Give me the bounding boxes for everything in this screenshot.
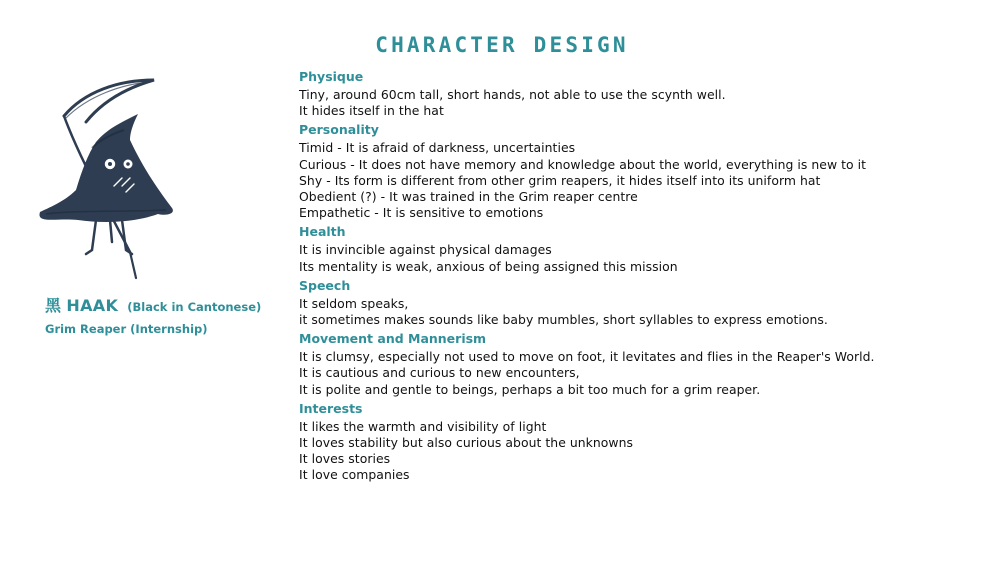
section-line: It love companies bbox=[299, 467, 410, 483]
character-illustration bbox=[26, 74, 194, 284]
section-line: It is clumsy, especially not used to move on foot, it levitates and flies in the Reaper's World. bbox=[299, 349, 875, 365]
character-role: Grim Reaper (Internship) bbox=[45, 322, 208, 336]
section-physique bbox=[299, 69, 989, 119]
section-line: It is cautious and curious to new encounters, bbox=[299, 365, 580, 381]
section-line: Tiny, around 60cm tall, short hands, not able to use the scynth well. bbox=[299, 87, 726, 102]
section-line: Its mentality is weak, anxious of being assigned this mission bbox=[299, 258, 678, 274]
section-line: Shy - Its form is different from other grim reapers, it hides itself into its uniform hat bbox=[299, 172, 821, 188]
section-line: It is invincible against physical damages bbox=[299, 242, 552, 258]
character-name-glyph: 黑 bbox=[45, 296, 62, 315]
section-heading: Interests bbox=[299, 400, 363, 416]
section-movement bbox=[299, 331, 989, 398]
character-name bbox=[45, 293, 261, 316]
hat-body bbox=[39, 114, 172, 222]
section-line: Obedient (?) - It was trained in the Grim reaper centre bbox=[299, 189, 638, 205]
section-line: Curious - It does not have memory and knowledge about the world, everything is new to it bbox=[299, 156, 867, 172]
legs bbox=[86, 220, 132, 254]
section-line: it sometimes makes sounds like baby mumbles, short syllables to express emotions. bbox=[299, 312, 828, 328]
character-name-note: (Black in Cantonese) bbox=[127, 300, 262, 314]
section-health bbox=[299, 224, 989, 274]
page-title: CHARACTER DESIGN bbox=[375, 33, 629, 57]
section-heading: Personality bbox=[299, 122, 379, 138]
section-line: Empathetic - It is sensitive to emotions bbox=[299, 205, 544, 221]
section-line: It loves stories bbox=[299, 451, 391, 467]
section-line: Timid - It is afraid of darkness, uncertainties bbox=[299, 140, 576, 156]
section-line: It seldom speaks, bbox=[299, 295, 409, 311]
character-name-text: HAAK bbox=[66, 296, 119, 315]
section-line: It is polite and gentle to beings, perhaps a bit too much for a grim reaper. bbox=[299, 381, 761, 397]
section-heading: Speech bbox=[299, 277, 351, 293]
section-heading: Health bbox=[299, 224, 346, 240]
section-heading: Movement and Mannerism bbox=[299, 331, 487, 347]
trait-sections bbox=[299, 69, 989, 487]
scythe-blade bbox=[64, 80, 154, 122]
section-speech bbox=[299, 278, 989, 328]
section-interests bbox=[299, 401, 989, 484]
section-line: It hides itself in the hat bbox=[299, 103, 444, 119]
section-line: It likes the warmth and visibility of light bbox=[299, 418, 547, 434]
section-personality bbox=[299, 122, 989, 221]
section-line: It loves stability but also curious about the unknowns bbox=[299, 435, 634, 451]
section-heading: Physique bbox=[299, 69, 364, 84]
